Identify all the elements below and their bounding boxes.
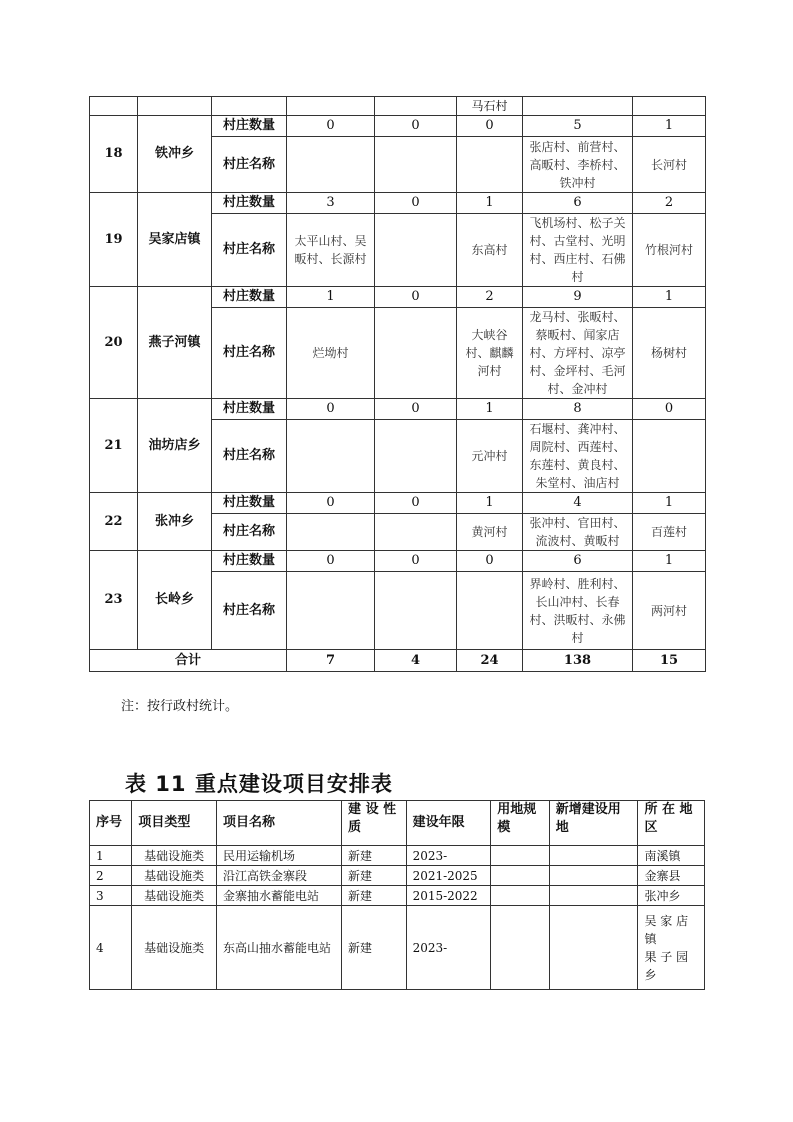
count-cell: 8 bbox=[523, 399, 633, 420]
table-header-row bbox=[90, 801, 705, 846]
table-row-count bbox=[90, 116, 706, 137]
header-cell: 建设年限 bbox=[406, 801, 491, 846]
cell-location: 金寨县 bbox=[638, 866, 705, 886]
village-names: 太平山村、吴畈村、长源村 bbox=[294, 234, 367, 266]
names-label: 村庄名称 bbox=[212, 420, 287, 493]
table-row-total bbox=[90, 650, 706, 672]
count-label: 村庄数量 bbox=[212, 116, 287, 137]
names-label: 村庄名称 bbox=[212, 308, 287, 399]
count-cell: 1 bbox=[457, 493, 523, 514]
table-row bbox=[90, 906, 705, 990]
names-cell bbox=[523, 308, 633, 399]
village-names: 张冲村、官田村、流波村、黄畈村 bbox=[529, 516, 626, 548]
count-cell: 1 bbox=[633, 287, 706, 308]
cell-location: 南溪镇 bbox=[638, 846, 705, 866]
count-cell: 4 bbox=[523, 493, 633, 514]
names-cell bbox=[633, 572, 706, 650]
count-cell: 0 bbox=[287, 551, 375, 572]
names-cell bbox=[375, 572, 457, 650]
count-label: 村庄数量 bbox=[212, 193, 287, 214]
count-cell: 6 bbox=[523, 193, 633, 214]
header-cell: 项目名称 bbox=[217, 801, 342, 846]
cell-years: 2021-2025 bbox=[406, 866, 491, 886]
row-number: 23 bbox=[90, 551, 138, 650]
header-cell: 项目类型 bbox=[132, 801, 217, 846]
cell-type: 基础设施类 bbox=[132, 866, 217, 886]
count-cell: 0 bbox=[287, 493, 375, 514]
names-cell bbox=[287, 308, 375, 399]
names-cell bbox=[633, 514, 706, 551]
row-number: 20 bbox=[90, 287, 138, 399]
village-names: 竹根河村 bbox=[644, 243, 693, 257]
count-cell: 1 bbox=[633, 551, 706, 572]
names-label: 村庄名称 bbox=[212, 514, 287, 551]
cell-nature: 新建 bbox=[342, 886, 407, 906]
cell-scale bbox=[491, 906, 549, 990]
names-cell bbox=[633, 214, 706, 287]
table-row-count bbox=[90, 287, 706, 308]
names-cell bbox=[523, 214, 633, 287]
total-cell: 7 bbox=[287, 650, 375, 672]
village-table bbox=[89, 96, 706, 672]
count-label: 村庄数量 bbox=[212, 493, 287, 514]
table-row-count bbox=[90, 493, 706, 514]
township-name: 吴家店镇 bbox=[138, 193, 212, 287]
row-number: 18 bbox=[90, 116, 138, 193]
count-cell: 6 bbox=[523, 551, 633, 572]
total-cell: 4 bbox=[375, 650, 457, 672]
location-line: 镇 bbox=[644, 931, 657, 946]
township-name: 燕子河镇 bbox=[138, 287, 212, 399]
total-cell: 15 bbox=[633, 650, 706, 672]
names-cell bbox=[287, 514, 375, 551]
count-cell: 1 bbox=[633, 493, 706, 514]
cell-scale bbox=[491, 846, 549, 866]
names-cell bbox=[633, 420, 706, 493]
table-row bbox=[90, 886, 705, 906]
table-row-count bbox=[90, 193, 706, 214]
count-cell: 2 bbox=[457, 287, 523, 308]
count-label: 村庄数量 bbox=[212, 399, 287, 420]
names-cell bbox=[457, 137, 523, 193]
table-note: 注：按行政村统计。 bbox=[121, 699, 239, 714]
village-names: 杨树村 bbox=[650, 346, 687, 360]
township-name: 铁冲乡 bbox=[138, 116, 212, 193]
names-cell bbox=[375, 137, 457, 193]
township-name: 张冲乡 bbox=[138, 493, 212, 551]
cell-no: 1 bbox=[90, 846, 132, 866]
row-number: 21 bbox=[90, 399, 138, 493]
cell-new-land bbox=[549, 866, 638, 886]
names-cell bbox=[457, 514, 523, 551]
count-cell: 1 bbox=[633, 116, 706, 137]
names-label: 村庄名称 bbox=[212, 572, 287, 650]
cell-name: 民用运输机场 bbox=[217, 846, 342, 866]
count-cell: 1 bbox=[457, 193, 523, 214]
village-names: 龙马村、张畈村、蔡畈村、闻家店村、方坪村、凉亭村、金坪村、毛河村、金冲村 bbox=[529, 310, 626, 396]
header-cell: 新增建设用地 bbox=[549, 801, 638, 846]
table-title: 表 11 重点建设项目安排表 bbox=[125, 772, 393, 796]
header-cell: 序号 bbox=[90, 801, 132, 846]
cell-new-land bbox=[549, 906, 638, 990]
names-cell bbox=[523, 514, 633, 551]
township-name: 长岭乡 bbox=[138, 551, 212, 650]
row-number: 19 bbox=[90, 193, 138, 287]
count-cell: 0 bbox=[375, 399, 457, 420]
village-names: 石堰村、龚冲村、周院村、西莲村、东莲村、黄良村、朱堂村、油店村 bbox=[529, 422, 626, 490]
location-line: 乡 bbox=[644, 967, 657, 982]
cell-new-land bbox=[549, 846, 638, 866]
names-cell bbox=[457, 420, 523, 493]
cell-no: 3 bbox=[90, 886, 132, 906]
cell-name: 沿江高铁金寨段 bbox=[217, 866, 342, 886]
village-names: 张店村、前营村、高畈村、李桥村、铁冲村 bbox=[529, 139, 626, 190]
count-cell: 0 bbox=[287, 116, 375, 137]
village-names: 东高村 bbox=[471, 243, 508, 257]
cell-type: 基础设施类 bbox=[132, 906, 217, 990]
names-cell bbox=[633, 137, 706, 193]
cell-scale bbox=[491, 886, 549, 906]
names-cell bbox=[375, 308, 457, 399]
village-names: 黄河村 bbox=[471, 525, 508, 539]
cell-type: 基础设施类 bbox=[132, 886, 217, 906]
count-label: 村庄数量 bbox=[212, 287, 287, 308]
cell-nature: 新建 bbox=[342, 866, 407, 886]
location-line: 果 子 园 bbox=[644, 949, 689, 964]
names-cell bbox=[523, 572, 633, 650]
row-number: 22 bbox=[90, 493, 138, 551]
count-cell: 0 bbox=[633, 399, 706, 420]
names-cell bbox=[523, 137, 633, 193]
names-cell bbox=[375, 514, 457, 551]
count-cell: 0 bbox=[375, 493, 457, 514]
table-cell: 马石村 bbox=[457, 97, 523, 116]
names-label: 村庄名称 bbox=[212, 137, 287, 193]
count-cell: 0 bbox=[375, 116, 457, 137]
total-cell: 24 bbox=[457, 650, 523, 672]
names-cell bbox=[287, 420, 375, 493]
cell-years: 2023- bbox=[406, 846, 491, 866]
project-table bbox=[89, 800, 705, 990]
table-row bbox=[90, 866, 705, 886]
cell-nature: 新建 bbox=[342, 906, 407, 990]
count-cell: 0 bbox=[375, 287, 457, 308]
cell-scale bbox=[491, 866, 549, 886]
count-label: 村庄数量 bbox=[212, 551, 287, 572]
cell-no: 2 bbox=[90, 866, 132, 886]
count-cell: 2 bbox=[633, 193, 706, 214]
names-cell bbox=[457, 572, 523, 650]
header-cell: 建 设 性质 bbox=[342, 801, 407, 846]
cell-location bbox=[638, 906, 705, 990]
table-row bbox=[90, 846, 705, 866]
names-cell bbox=[287, 572, 375, 650]
names-cell bbox=[523, 420, 633, 493]
count-cell: 0 bbox=[375, 551, 457, 572]
header-cell: 所 在 地区 bbox=[638, 801, 705, 846]
count-cell: 1 bbox=[287, 287, 375, 308]
count-cell: 5 bbox=[523, 116, 633, 137]
table-row-partial bbox=[90, 97, 706, 116]
township-name: 油坊店乡 bbox=[138, 399, 212, 493]
names-cell bbox=[457, 308, 523, 399]
count-cell: 1 bbox=[457, 399, 523, 420]
cell-location: 张冲乡 bbox=[638, 886, 705, 906]
table-row-count bbox=[90, 399, 706, 420]
village-names: 大峡谷村、麒麟河村 bbox=[465, 328, 514, 378]
cell-name: 东高山抽水蓄能电站 bbox=[217, 906, 342, 990]
cell-type: 基础设施类 bbox=[132, 846, 217, 866]
village-names: 飞机场村、松子关村、古堂村、光明村、西庄村、石佛村 bbox=[529, 216, 626, 284]
names-cell bbox=[375, 214, 457, 287]
count-cell: 9 bbox=[523, 287, 633, 308]
village-names: 烂坳村 bbox=[312, 346, 349, 360]
names-label: 村庄名称 bbox=[212, 214, 287, 287]
count-cell: 0 bbox=[457, 551, 523, 572]
count-cell: 0 bbox=[375, 193, 457, 214]
location-line: 吴 家 店 bbox=[644, 913, 689, 928]
cell-new-land bbox=[549, 886, 638, 906]
cell-years: 2015-2022 bbox=[406, 886, 491, 906]
total-label: 合计 bbox=[90, 650, 287, 672]
cell-years: 2023- bbox=[406, 906, 491, 990]
village-names: 界岭村、胜利村、长山冲村、长春村、洪畈村、永佛村 bbox=[529, 576, 626, 645]
village-names: 元冲村 bbox=[471, 449, 508, 463]
village-names: 百莲村 bbox=[650, 525, 687, 539]
names-cell bbox=[633, 308, 706, 399]
names-cell bbox=[287, 214, 375, 287]
names-cell bbox=[375, 420, 457, 493]
count-cell: 0 bbox=[457, 116, 523, 137]
count-cell: 0 bbox=[287, 399, 375, 420]
cell-nature: 新建 bbox=[342, 846, 407, 866]
cell-name: 金寨抽水蓄能电站 bbox=[217, 886, 342, 906]
header-cell: 用地规模 bbox=[491, 801, 549, 846]
names-cell bbox=[287, 137, 375, 193]
count-cell: 3 bbox=[287, 193, 375, 214]
table-row-count bbox=[90, 551, 706, 572]
total-cell: 138 bbox=[523, 650, 633, 672]
cell-no: 4 bbox=[90, 906, 132, 990]
village-names: 两河村 bbox=[650, 603, 687, 618]
names-cell bbox=[457, 214, 523, 287]
village-names: 长河村 bbox=[650, 157, 687, 172]
